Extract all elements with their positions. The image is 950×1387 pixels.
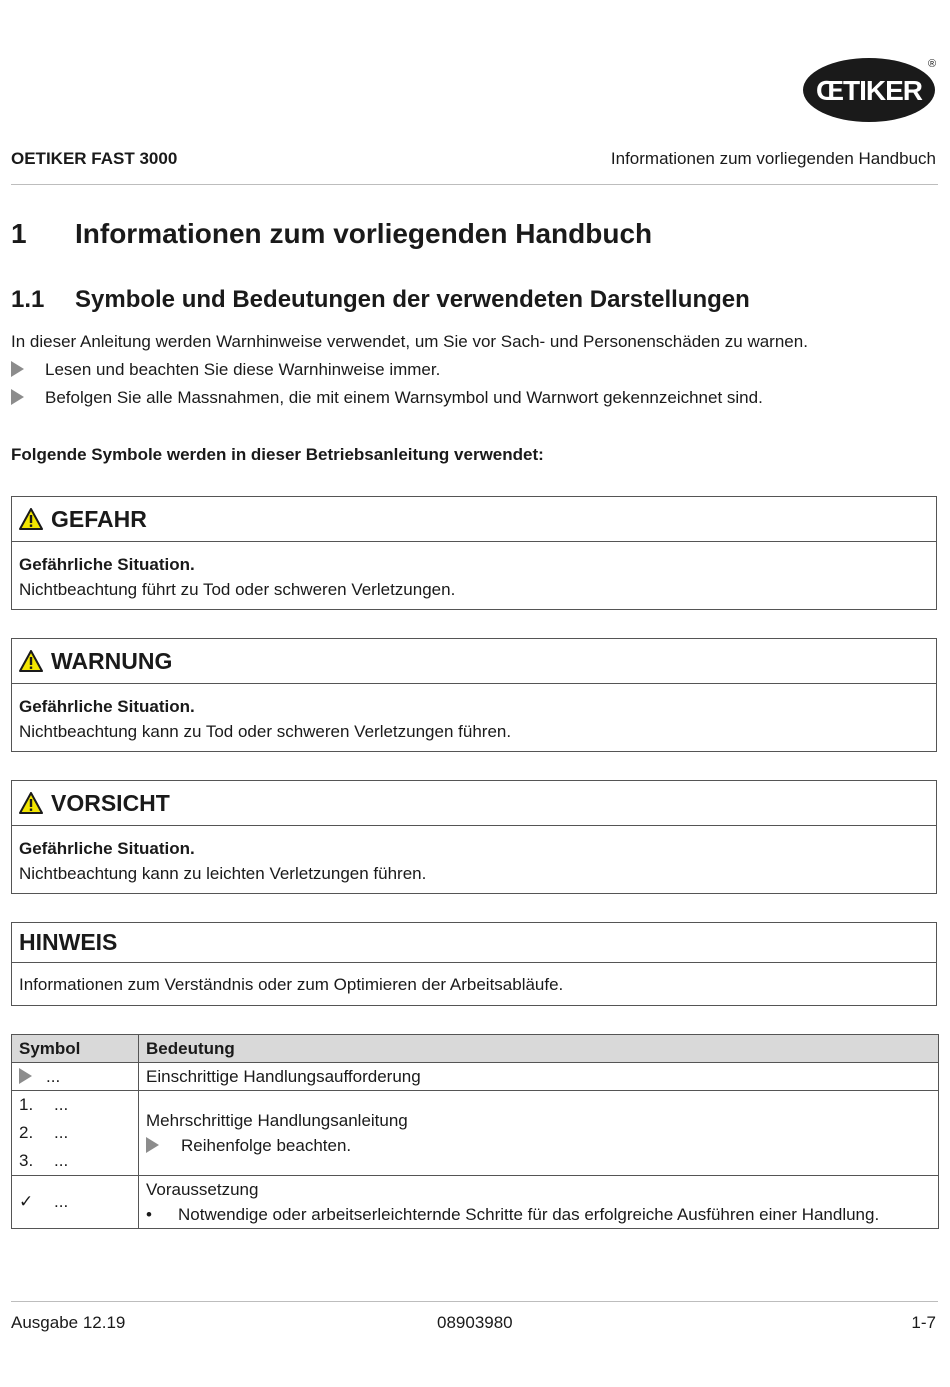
bullet-text: Lesen und beachten Sie diese Warnhinweise immer. <box>45 360 441 379</box>
intro-text: In dieser Anleitung werden Warnhinweise verwendet, um Sie vor Sach- und Personenschäden zu warnen. <box>11 332 808 351</box>
table-header-symbol: Symbol <box>12 1035 139 1063</box>
warning-description: Nichtbeachtung kann zu Tod oder schweren Verletzungen führen. <box>19 722 512 741</box>
danger-body <box>12 542 936 602</box>
table-cell-symbol <box>12 1176 139 1229</box>
chapter-number: 1 <box>11 218 27 249</box>
warning-triangle-icon <box>19 792 43 814</box>
table-cell-meaning <box>139 1091 939 1176</box>
chapter-title: Informationen zum vorliegenden Handbuch <box>75 218 653 249</box>
bullet-text: Befolgen Sie alle Massnahmen, die mit einem Warnsymbol und Warnwort gekennzeichnet sind. <box>45 388 763 407</box>
chapter-heading <box>11 218 652 250</box>
danger-description: Nichtbeachtung führt zu Tod oder schweren Verletzungen. <box>19 580 456 599</box>
warning-triangle-icon <box>19 508 43 530</box>
step-line <box>19 1147 131 1175</box>
notice-title: HINWEIS <box>19 929 118 955</box>
bullet-item <box>11 360 440 380</box>
subitem-text: Notwendige oder arbeitserleichternde Schritte für das erfolgreiche Ausführen einer Handlung. <box>178 1205 880 1224</box>
danger-situation: Gefährliche Situation. <box>19 555 195 574</box>
symbol-table <box>11 1034 939 1229</box>
warning-title: WARNUNG <box>51 647 173 674</box>
danger-title: GEFAHR <box>51 505 147 532</box>
triangle-bullet-icon <box>19 1068 32 1084</box>
table-row <box>12 1091 939 1176</box>
oetiker-logo <box>802 55 940 123</box>
dots-text: ... <box>54 1192 69 1211</box>
header-rule <box>11 184 938 185</box>
footer-page-number: 1-7 <box>911 1313 936 1332</box>
table-header-row <box>12 1035 939 1063</box>
footer-edition: Ausgabe 12.19 <box>11 1313 126 1332</box>
triangle-bullet-icon <box>11 389 24 405</box>
danger-box <box>11 496 937 610</box>
logo-registered-mark: ® <box>927 58 937 70</box>
table-cell-meaning: Einschrittige Handlungsaufforderung <box>139 1063 939 1091</box>
danger-box-header <box>12 497 936 542</box>
subitem-text: Reihenfolge beachten. <box>181 1136 352 1155</box>
dots-text: ... <box>46 1066 61 1086</box>
table-row <box>12 1176 939 1229</box>
meaning-text: Mehrschrittige Handlungsanleitung <box>146 1111 408 1130</box>
warning-triangle-icon <box>19 650 43 672</box>
footer-rule <box>11 1301 938 1302</box>
notice-box-header <box>12 923 936 963</box>
caution-description: Nichtbeachtung kann zu leichten Verletzungen führen. <box>19 864 427 883</box>
caution-situation: Gefährliche Situation. <box>19 839 195 858</box>
table-row <box>12 1063 939 1091</box>
triangle-bullet-icon <box>11 361 24 377</box>
footer-document-number: 08903980 <box>437 1313 513 1332</box>
meaning-subitem <box>146 1202 931 1227</box>
table-cell-symbol <box>12 1091 139 1176</box>
caution-body <box>12 826 936 886</box>
bullet-item <box>11 388 763 408</box>
subchapter-heading <box>11 286 750 314</box>
table-cell-meaning <box>139 1176 939 1229</box>
notice-body: Informationen zum Verständnis oder zum Optimieren der Arbeitsabläufe. <box>19 975 564 994</box>
checkmark-icon: ✓ <box>19 1192 34 1211</box>
dots-text: ... <box>54 1095 69 1114</box>
step-number: 1. <box>19 1095 34 1114</box>
bullet-dot-icon: • <box>146 1205 152 1224</box>
notice-box <box>11 922 937 1006</box>
dots-text: ... <box>54 1151 69 1170</box>
caution-box <box>11 780 937 894</box>
symbols-heading: Folgende Symbole werden in dieser Betriebsanleitung verwendet: <box>11 445 544 464</box>
warning-box <box>11 638 937 752</box>
step-number: 3. <box>19 1151 34 1170</box>
step-number: 2. <box>19 1123 34 1142</box>
header-section: Informationen zum vorliegenden Handbuch <box>610 149 936 168</box>
step-line <box>19 1119 131 1147</box>
triangle-bullet-icon <box>146 1137 159 1153</box>
subchapter-title: Symbole und Bedeutungen der verwendeten Darstellungen <box>75 286 750 313</box>
caution-box-header <box>12 781 936 826</box>
warning-body <box>12 684 936 744</box>
subchapter-number: 1.1 <box>11 286 45 313</box>
warning-box-header <box>12 639 936 684</box>
logo-text: ŒTIKER <box>816 75 922 106</box>
warning-situation: Gefährliche Situation. <box>19 697 195 716</box>
table-header-meaning: Bedeutung <box>139 1035 939 1063</box>
header-product: OETIKER FAST 3000 <box>11 149 178 168</box>
caution-title: VORSICHT <box>51 789 170 816</box>
step-line <box>19 1091 131 1119</box>
meaning-subitem <box>146 1133 931 1158</box>
meaning-text: Voraussetzung <box>146 1180 259 1199</box>
dots-text: ... <box>54 1123 69 1142</box>
table-cell-symbol <box>12 1063 139 1091</box>
